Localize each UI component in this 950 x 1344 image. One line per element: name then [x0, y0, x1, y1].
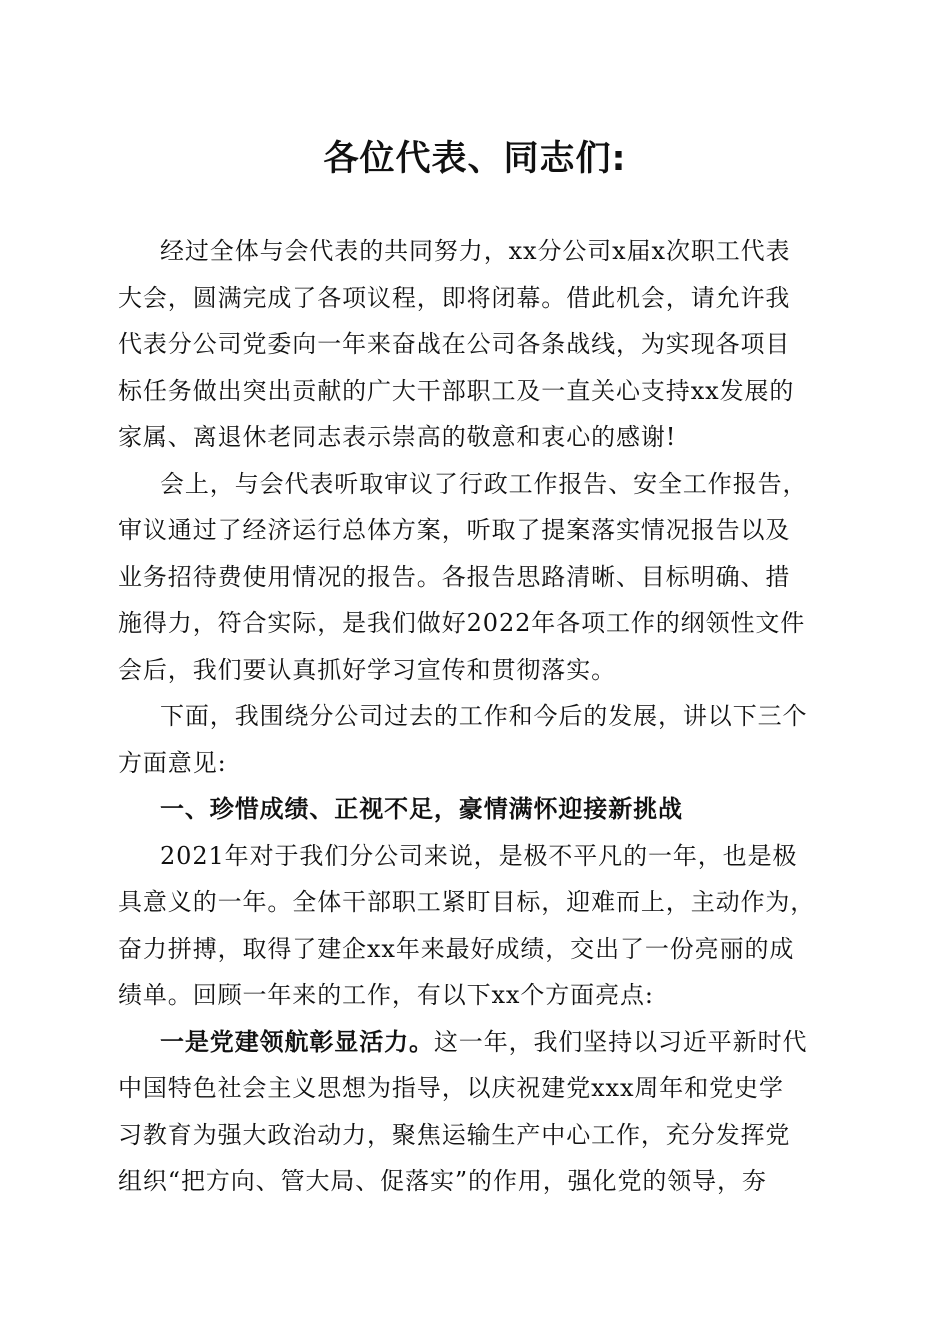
paragraph-line: 审议通过了经济运行总体方案，听取了提案落实情况报告以及: [118, 516, 791, 544]
paragraph-line-rest: 这一年，我们坚持以习近平新时代: [433, 1027, 808, 1056]
paragraph-line: 方面意见:: [118, 748, 227, 777]
paragraph-line: 中国特色社会主义思想为指导，以庆祝建党xxx周年和党史学: [118, 1074, 784, 1102]
section-heading: 一、珍惜成绩、正视不足，豪情满怀迎接新挑战: [160, 795, 683, 823]
paragraph-line: 会上，与会代表听取审议了行政工作报告、安全工作报告，: [160, 469, 808, 498]
paragraph-line: 绩单。回顾一年来的工作，有以下xx个方面亮点:: [118, 981, 654, 1009]
paragraph-line: 奋力拼搏，取得了建企xx年来最好成绩，交出了一份亮丽的成: [118, 934, 795, 963]
paragraph-line: 家属、离退休老同志表示崇高的敬意和衷心的感谢!: [118, 423, 677, 451]
paragraph-line: 代表分公司党委向一年来奋战在公司各条战线，为实现各项目: [118, 330, 791, 358]
paragraph-line: 施得力，符合实际，是我们做好2022年各项工作的纲领性文件: [118, 609, 806, 637]
lead-phrase: 一是党建领航彰显活力。: [160, 1026, 434, 1056]
paragraph-line: 组织“把方向、管大局、促落实”的作用，强化党的领导，夯: [118, 1167, 767, 1195]
paragraph-line: 具意义的一年。全体干部职工紧盯目标，迎难而上，主动作为，: [118, 888, 816, 916]
paragraph-line: 经过全体与会代表的共同努力，xx分公司x届x次职工代表: [160, 237, 791, 265]
document-body: [118, 228, 830, 1205]
paragraph-line: 业务招待费使用情况的报告。各报告思路清晰、目标明确、措: [118, 562, 791, 591]
paragraph-line: 会后，我们要认真抓好学习宣传和贯彻落实。: [118, 655, 616, 684]
paragraph-line: 下面，我围绕分公司过去的工作和今后的发展，讲以下三个: [160, 702, 808, 730]
paragraph-line: 标任务做出突出贡献的广大干部职工及一直关心支持xx发展的: [118, 376, 795, 405]
paragraph-line: 2021年对于我们分公司来说，是极不平凡的一年，也是极: [160, 841, 798, 870]
paragraph-line: [118, 1019, 830, 1066]
paragraph-line: 大会，圆满完成了各项议程，即将闭幕。借此机会，请允许我: [118, 283, 791, 312]
paragraph-line: 习教育为强大政治动力，聚焦运输生产中心工作，充分发挥党: [118, 1120, 791, 1149]
page-title: 各位代表、同志们:: [323, 139, 627, 179]
